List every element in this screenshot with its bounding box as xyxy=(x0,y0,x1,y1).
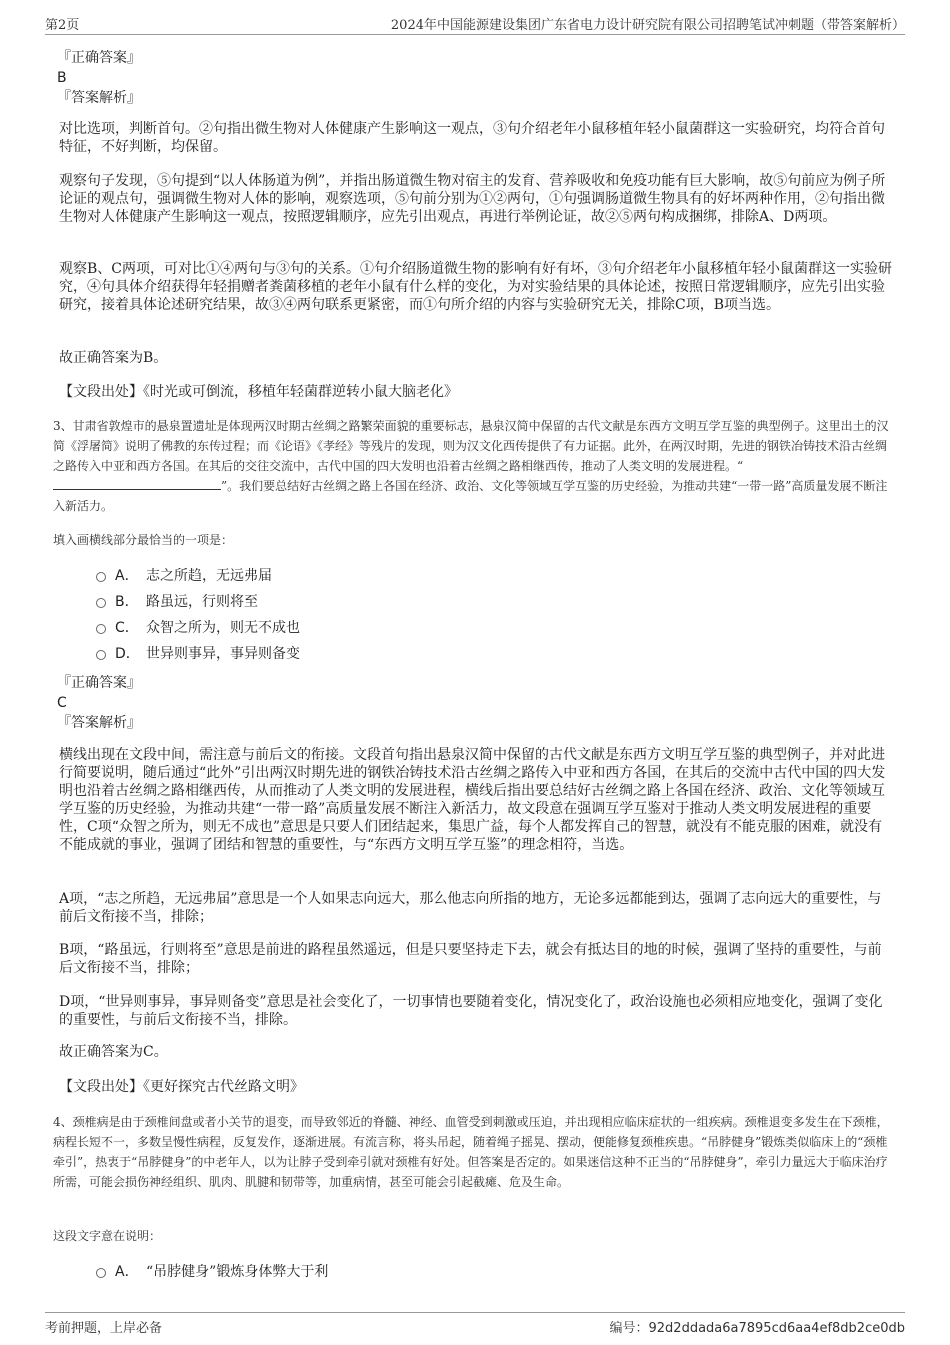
question-stem: 4、颈椎病是由于颈椎间盘或者小关节的退变，而导致邻近的脊髓、神经、血管受到刺激或压迫，并出现相应临床症状的一组疾病。颈椎退变多发生在下颈椎，病程长短不一，多数呈慢性病程，反复发作，逐渐进展。有流言称，将头吊起，随着绳子摇晃、摆动，便能修复颈椎疾患。“吊脖健身”锻炼类似临床上的“颈椎牵引”，热衷于“吊脖健身”的中老年人，以为让脖子受到牵引就对颈椎有好处。但答案是否定的。如果迷信这种不正当的“吊脖健身”，牵引力量远大于临床治疗所需，可能会损伤神经组织、肌肉、肌腱和韧带等，加重病情，甚至可能会引起截瘫、危及生命。 xyxy=(53,1115,889,1189)
analysis-paragraph: B项，“路虽远，行则将至”意思是前进的路程虽然遥远，但是只要坚持走下去，就会有抵达目的地的时候，强调了坚持的重要性，与前后文衔接不当，排除； xyxy=(59,942,882,976)
document-id: 编号：92d2ddada6a7895cd6aa4ef8db2ce0db xyxy=(609,1321,905,1336)
footer-slogan: 考前押题，上岸必备 xyxy=(45,1321,163,1336)
option-letter: B． xyxy=(115,594,139,610)
analysis-tag: 『答案解析』 xyxy=(57,90,141,106)
option-text: “吊脖健身”锻炼身体弊大于利 xyxy=(146,1264,329,1280)
radio-icon[interactable] xyxy=(96,650,106,660)
analysis-paragraph: 对比选项，判断首句。②句指出微生物对人体健康产生影响这一观点，③句介绍老年小鼠移植年轻小鼠菌群这一实验研究，均符合首句特征，不好判断，均保留。 xyxy=(59,121,885,155)
option-text: 志之所趋，无远弗届 xyxy=(146,568,272,584)
source-citation: 【文段出处】《时光或可倒流，移植年轻菌群逆转小鼠大脑老化》 xyxy=(59,384,458,400)
analysis-paragraph: D项，“世异则事异，事异则备变”意思是社会变化了，一切事情也要随着变化，情况变化了，政治设施也必须相应地变化，强调了变化的重要性，与前后文衔接不当，排除。 xyxy=(59,994,883,1028)
radio-icon[interactable] xyxy=(96,624,106,634)
option-list xyxy=(57,563,657,667)
page-number: 第2页 xyxy=(45,18,80,33)
option-text: 世异则事异，事异则备变 xyxy=(146,646,300,662)
option-letter: D． xyxy=(115,646,140,662)
answer-value: B xyxy=(57,70,67,86)
option-letter: A． xyxy=(115,1264,139,1280)
option-text: 众智之所为，则无不成也 xyxy=(146,620,300,636)
conclusion: 故正确答案为C。 xyxy=(59,1044,168,1060)
question-stem xyxy=(53,416,897,516)
answer-tag: 『正确答案』 xyxy=(57,675,141,691)
page-footer xyxy=(45,1312,905,1337)
option-d[interactable] xyxy=(57,641,657,667)
answer-tag: 『正确答案』 xyxy=(57,50,141,66)
document-title: 2024年中国能源建设集团广东省电力设计研究院有限公司招聘笔试冲刺题（带答案解析） xyxy=(390,18,905,33)
option-a[interactable] xyxy=(57,1259,657,1285)
radio-icon[interactable] xyxy=(96,1268,106,1278)
answer-value: C xyxy=(57,695,67,711)
question-stem-text: 3、甘肃省敦煌市的悬泉置遗址是体现两汉时期古丝绸之路繁荣面貌的重要标志，悬泉汉简中保留的古代文献是东西方文明互学互鉴的典型例子。这里出土的汉简《浮屠简》说明了佛教的东传过程；而《论语》《孝经》等残片的发现，则为汉文化西传提供了有力证据。此外，在两汉时期，先进的钢铁冶铸技术沿古丝绸之路传入中亚和西方各国。在其后的交往交流中，古代中国的四大发明也沿着古丝绸之路相继西传，推动了人类文明的发展进程。“ xyxy=(53,419,889,473)
radio-icon[interactable] xyxy=(96,598,106,608)
analysis-paragraph: 观察B、C两项，可对比①④两句与③句的关系。①句介绍肠道微生物的影响有好有坏，③句介绍老年小鼠移植年轻小鼠菌群这一实验研究，④句具体介绍获得年轻捐赠者粪菌移植的老年小鼠有什么样的变化，为对实验结果的具体论述，按照日常逻辑顺序，应先引出实验研究，接着具体论述研究结果，故③④两句联系更紧密，而①句所介绍的内容与实验研究无关，排除C项，B项当选。 xyxy=(59,261,892,313)
question-stem-text: ”。我们要总结好古丝绸之路上各国在经济、政治、文化等领域互学互鉴的历史经验，为推动共建“一带一路”高质量发展不断注入新活力。 xyxy=(53,479,888,513)
option-a[interactable] xyxy=(57,563,657,589)
question-prompt: 这段文字意在说明： xyxy=(53,1229,162,1243)
option-text: 路虽远，行则将至 xyxy=(146,594,258,610)
option-c[interactable] xyxy=(57,615,657,641)
page-header xyxy=(45,12,905,35)
analysis-paragraph: 观察句子发现，⑤句提到“以人体肠道为例”，并指出肠道微生物对宿主的发育、营养吸收和免疫功能有巨大影响，故⑤句前应为例子所论证的观点句，强调微生物对人体的影响，观察选项，⑤句前分别为①②两句，①句强调肠道微生物具有的好坏两种作用，②句指出微生物对人体健康产生影响这一观点，按照逻辑顺序，应先引出观点，再进行举例论证，故②⑤两句构成捆绑，排除A、D两项。 xyxy=(59,173,886,225)
source-citation: 【文段出处】《更好探究古代丝路文明》 xyxy=(59,1079,304,1095)
analysis-paragraph: 横线出现在文段中间，需注意与前后文的衔接。文段首句指出悬泉汉简中保留的古代文献是东西方文明互学互鉴的典型例子，并对此进行简要说明，随后通过“此外”引出两汉时期先进的钢铁冶铸技术沿古丝绸之路传入中亚和西方各国，在其后的交流中古代中国的四大发明也沿着古丝绸之路相继西传，从而推动了人类文明的发展进程，横线后指出要总结好古丝绸之路上各国在经济、政治、文化等领域互学互鉴的历史经验，为推动共建“一带一路”高质量发展不断注入新活力，故文段意在强调互学互鉴对于推动人类文明发展进程的重要性，C项“众智之所为，则无不成也”意思是只要人们团结起来，集思广益，每个人都发挥自己的智慧，就没有不能克服的困难，就没有不能成就的事业，强调了团结和智慧的重要性，与“东西方文明互学互鉴”的理念相符，当选。 xyxy=(59,747,886,853)
analysis-paragraph: A项，“志之所趋，无远弗届”意思是一个人如果志向远大，那么他志向所指的地方，无论多远都能到达，强调了志向远大的重要性，与前后文衔接不当，排除； xyxy=(59,891,882,925)
option-list xyxy=(57,1259,657,1285)
option-letter: A． xyxy=(115,568,139,584)
analysis-tag: 『答案解析』 xyxy=(57,715,141,731)
option-letter: C． xyxy=(115,620,139,636)
conclusion: 故正确答案为B。 xyxy=(59,350,168,366)
fill-blank xyxy=(53,477,221,490)
question-prompt: 填入画横线部分最恰当的一项是： xyxy=(53,533,234,547)
option-b[interactable] xyxy=(57,589,657,615)
radio-icon[interactable] xyxy=(96,572,106,582)
